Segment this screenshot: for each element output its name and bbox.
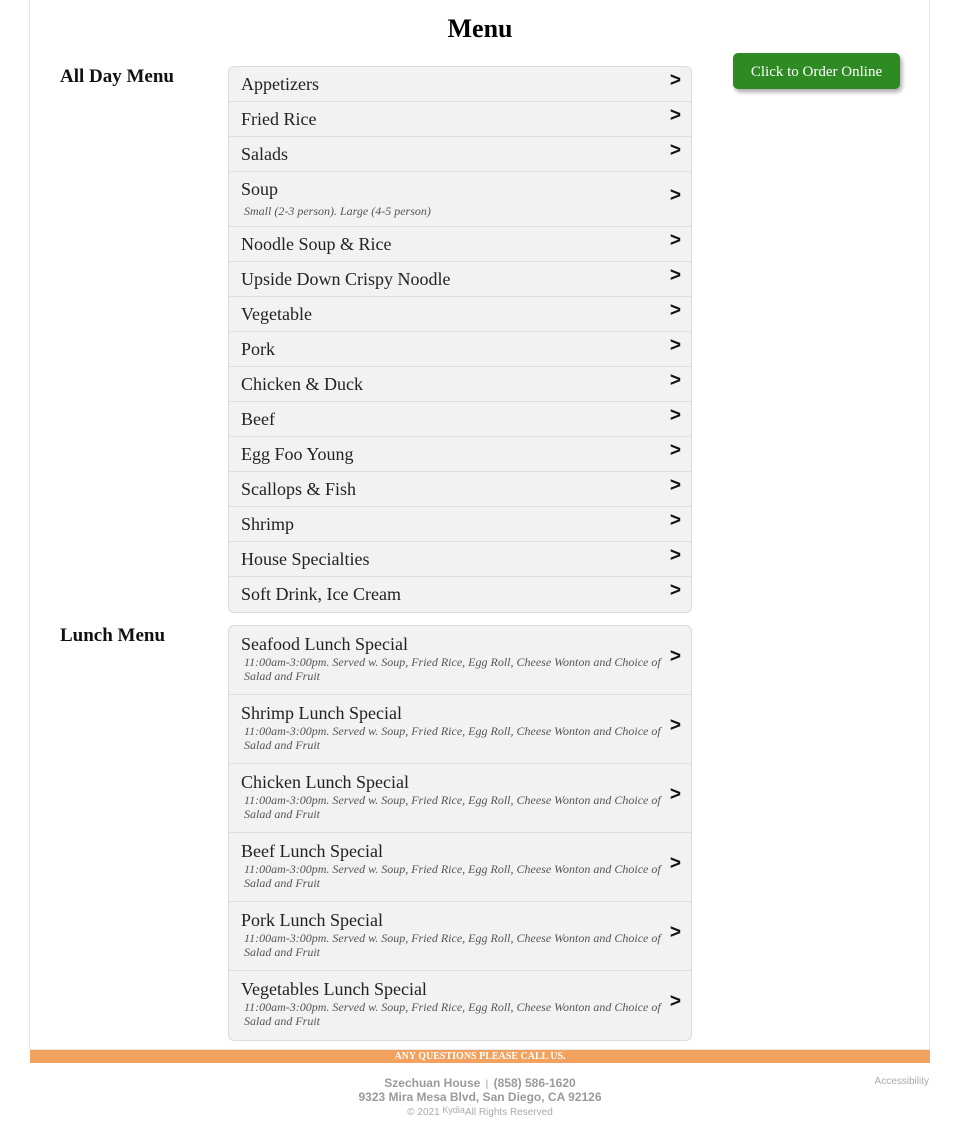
menu-item-name: Seafood Lunch Special — [241, 634, 408, 654]
menu-item-description: 11:00am-3:00pm. Served w. Soup, Fried Rice, Egg Roll, Cheese Wonton and Choice of Salad and Fruit — [244, 724, 661, 752]
footer-business-line — [0, 1076, 960, 1090]
menu-item-description: 11:00am-3:00pm. Served w. Soup, Fried Rice, Egg Roll, Cheese Wonton and Choice of Salad and Fruit — [244, 931, 661, 959]
chevron-right-icon: > — [669, 922, 681, 943]
menu-item-name: Beef Lunch Special — [241, 841, 383, 861]
rights-text: All Rights Reserved — [464, 1107, 553, 1118]
menu-item-name: Beef — [241, 409, 275, 429]
chevron-right-icon: > — [669, 475, 681, 496]
chevron-right-icon: > — [669, 405, 681, 426]
menu-item-name: Fried Rice — [241, 109, 317, 129]
menu-item-name: Egg Foo Young — [241, 444, 354, 464]
menu-item-description: Small (2-3 person). Large (4-5 person) — [244, 204, 431, 218]
menu-item-name: Shrimp — [241, 514, 295, 534]
menu-item-soup[interactable] — [229, 172, 691, 227]
chevron-right-icon: > — [669, 646, 681, 667]
copyright-year: © 2021 — [407, 1107, 440, 1118]
accessibility-link[interactable]: Accessibility — [874, 1076, 929, 1087]
menu-item-shrimp[interactable] — [229, 507, 691, 542]
menu-item-salads[interactable] — [229, 137, 691, 172]
menu-item-chicken-lunch-special[interactable] — [229, 764, 691, 833]
menu-item-name: House Specialties — [241, 549, 370, 569]
chevron-right-icon: > — [669, 853, 681, 874]
menu-item-description: 11:00am-3:00pm. Served w. Soup, Fried Rice, Egg Roll, Cheese Wonton and Choice of Salad and Fruit — [244, 793, 661, 821]
menu-item-name: Pork Lunch Special — [241, 910, 383, 930]
business-name: Szechuan House — [384, 1076, 481, 1090]
menu-item-beef-lunch-special[interactable] — [229, 833, 691, 902]
all-day-menu-list — [228, 66, 692, 613]
menu-item-scallops-fish[interactable] — [229, 472, 691, 507]
phone-link[interactable]: (858) 586-1620 — [493, 1076, 576, 1090]
menu-item-house-specialties[interactable] — [229, 542, 691, 577]
lunch-menu-label: Lunch Menu — [60, 625, 166, 646]
chevron-right-icon: > — [669, 265, 681, 286]
menu-item-name: Vegetable — [241, 304, 312, 324]
chevron-right-icon: > — [669, 510, 681, 531]
chevron-right-icon: > — [669, 991, 681, 1012]
menu-item-description: 11:00am-3:00pm. Served w. Soup, Fried Rice, Egg Roll, Cheese Wonton and Choice of Salad and Fruit — [244, 655, 661, 683]
contact-banner: ANY QUESTIONS PLEASE CALL US. — [30, 1050, 930, 1063]
menu-item-name: Noodle Soup & Rice — [241, 234, 392, 254]
menu-item-chicken-duck[interactable] — [229, 367, 691, 402]
chevron-right-icon: > — [669, 784, 681, 805]
menu-item-shrimp-lunch-special[interactable] — [229, 695, 691, 764]
menu-item-name: Vegetables Lunch Special — [241, 979, 427, 999]
menu-item-name: Soft Drink, Ice Cream — [241, 584, 401, 604]
menu-item-name: Appetizers — [241, 74, 319, 94]
menu-item-beef[interactable] — [229, 402, 691, 437]
menu-item-soft-drink-ice-cream[interactable] — [229, 577, 691, 612]
chevron-right-icon: > — [669, 715, 681, 736]
menu-item-vegetables-lunch-special[interactable] — [229, 971, 691, 1040]
menu-item-name: Scallops & Fish — [241, 479, 357, 499]
chevron-right-icon: > — [669, 580, 681, 601]
footer-copyright — [0, 1107, 960, 1118]
menu-item-egg-foo-young[interactable] — [229, 437, 691, 472]
menu-item-name: Salads — [241, 144, 288, 164]
chevron-right-icon: > — [669, 185, 681, 206]
footer-separator: | — [485, 1079, 489, 1090]
menu-item-pork-lunch-special[interactable] — [229, 902, 691, 971]
lunch-menu-list — [228, 625, 692, 1041]
chevron-right-icon: > — [669, 140, 681, 161]
menu-item-vegetable[interactable] — [229, 297, 691, 332]
footer-address: 9323 Mira Mesa Blvd, San Diego, CA 92126 — [358, 1090, 602, 1104]
menu-item-name: Soup — [241, 179, 279, 199]
chevron-right-icon: > — [669, 335, 681, 356]
menu-item-seafood-lunch-special[interactable] — [229, 626, 691, 695]
menu-item-upside-down-crispy-noodle[interactable] — [229, 262, 691, 297]
page-title: Menu — [447, 14, 513, 43]
menu-item-fried-rice[interactable] — [229, 102, 691, 137]
chevron-right-icon: > — [669, 300, 681, 321]
menu-item-appetizers[interactable] — [229, 67, 691, 102]
chevron-right-icon: > — [669, 545, 681, 566]
menu-item-name: Chicken & Duck — [241, 374, 363, 394]
chevron-right-icon: > — [669, 440, 681, 461]
order-online-button[interactable]: Click to Order Online — [733, 53, 900, 89]
menu-item-description: 11:00am-3:00pm. Served w. Soup, Fried Rice, Egg Roll, Cheese Wonton and Choice of Salad and Fruit — [244, 1000, 661, 1028]
menu-item-name: Shrimp Lunch Special — [241, 703, 402, 723]
chevron-right-icon: > — [669, 370, 681, 391]
menu-item-pork[interactable] — [229, 332, 691, 367]
chevron-right-icon: > — [669, 230, 681, 251]
menu-item-description: 11:00am-3:00pm. Served w. Soup, Fried Rice, Egg Roll, Cheese Wonton and Choice of Salad and Fruit — [244, 862, 661, 890]
menu-item-name: Chicken Lunch Special — [241, 772, 409, 792]
menu-item-noodle-soup-rice[interactable] — [229, 227, 691, 262]
chevron-right-icon: > — [669, 70, 681, 91]
kydia-link[interactable]: Kydia — [442, 1105, 465, 1115]
menu-item-name: Upside Down Crispy Noodle — [241, 269, 451, 289]
chevron-right-icon: > — [669, 105, 681, 126]
menu-item-name: Pork — [241, 339, 276, 359]
all-day-menu-label: All Day Menu — [60, 66, 174, 87]
